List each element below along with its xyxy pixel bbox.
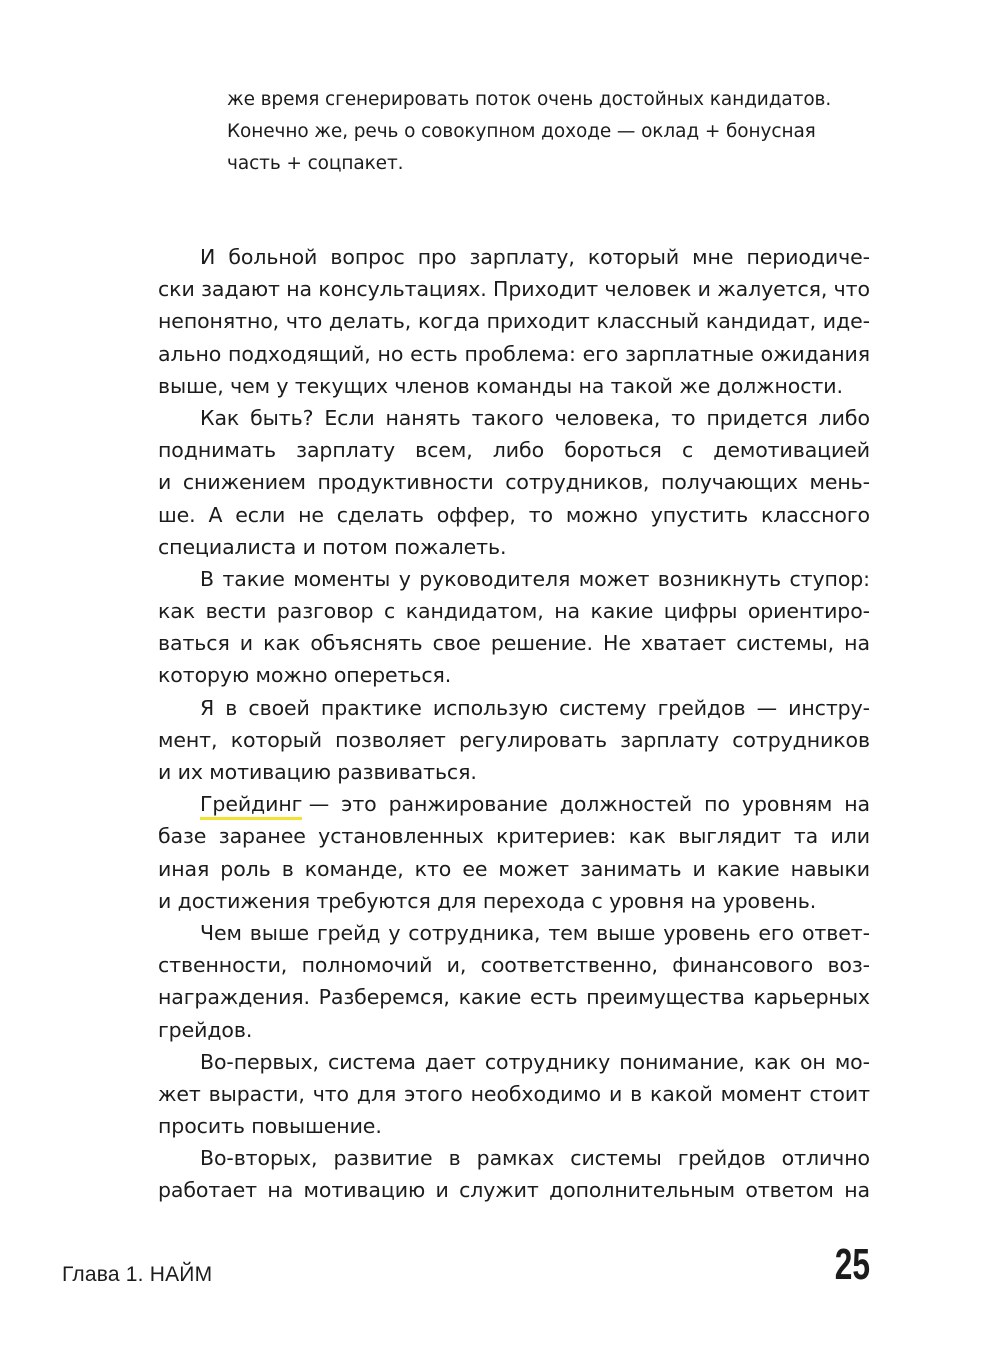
word: ступор: (789, 566, 870, 591)
word: Во-первых, (200, 1049, 319, 1074)
word: жалуется, (717, 277, 828, 302)
word: регулировать (458, 727, 607, 752)
word: тем (548, 920, 589, 945)
word: есть (410, 341, 458, 366)
text-line (158, 402, 870, 434)
word: мент, (158, 727, 218, 752)
chapter-title: Глава 1. НАЙМ (62, 1263, 213, 1286)
paragraph-secondly (158, 1142, 870, 1206)
word: какие (458, 985, 522, 1010)
word: позволяет (335, 727, 446, 752)
word: что (833, 277, 870, 302)
word: в (448, 1146, 461, 1171)
word: ожидания (760, 341, 870, 366)
word: в (281, 856, 294, 881)
word: консультациях. (318, 277, 487, 302)
text-line (158, 338, 870, 370)
word: полномочий (301, 953, 433, 978)
definition-rest (309, 788, 870, 820)
word: для (356, 1081, 397, 1106)
text-line (158, 1174, 870, 1206)
text-line (158, 820, 870, 852)
word: — (756, 695, 777, 720)
word: воз- (827, 953, 870, 978)
word: какой (650, 1081, 713, 1106)
word: выше (596, 920, 656, 945)
word: вырасти, (208, 1081, 305, 1106)
word: какие (590, 599, 654, 624)
word: его (758, 920, 795, 945)
word: кандидатом, (405, 599, 544, 624)
word: ски (158, 277, 195, 302)
text-line: и достижения требуются для перехода с уровня на уровень. (158, 888, 817, 913)
word: то (528, 502, 554, 527)
word: сотрудника, (408, 920, 541, 945)
word: соответственно, (480, 953, 658, 978)
word: объяснять (310, 631, 423, 656)
word: как (753, 1049, 791, 1074)
paragraph-grade-system (158, 692, 870, 789)
word: награждения. (158, 985, 310, 1010)
word: ше. (158, 502, 196, 527)
word: использую (432, 695, 548, 720)
word: разговор (276, 599, 374, 624)
word: и, (446, 953, 467, 978)
word: ориентиро- (747, 599, 870, 624)
paragraph-salary-question (158, 241, 870, 402)
text-line (158, 917, 870, 949)
word: который (230, 727, 322, 752)
word: упустить (650, 502, 749, 527)
word: моменты (293, 566, 391, 591)
word: с (681, 438, 694, 463)
word: но (377, 341, 404, 366)
quote-line: же время сгенерировать поток очень достойных кандидатов. (227, 89, 832, 110)
word: кто (414, 856, 452, 881)
word: необходимо (470, 1081, 602, 1106)
word: в (225, 695, 238, 720)
word: классный (596, 309, 700, 334)
word: занимать (580, 856, 682, 881)
word: Чем (200, 920, 242, 945)
text-line: грейдов. (158, 1017, 253, 1042)
text-line (158, 1078, 870, 1110)
word: как (158, 599, 196, 624)
text-line (158, 692, 870, 724)
word: и (692, 856, 706, 881)
word: задают (201, 277, 280, 302)
word: инстру- (788, 695, 870, 720)
word: этого (404, 1081, 463, 1106)
word: это (341, 792, 377, 817)
text-line (158, 853, 870, 885)
word: стоит (809, 1081, 870, 1106)
word: что (312, 1081, 349, 1106)
word: практике (320, 695, 422, 720)
quote-line: Конечно же, речь о совокупном доходе — оклад + бонусная (227, 121, 816, 142)
word: карьерных (753, 985, 870, 1010)
word: установленных (318, 824, 484, 849)
word: больной (228, 245, 318, 269)
word: система (328, 1049, 416, 1074)
word: либо (492, 438, 545, 463)
word: Разберемся, (318, 985, 450, 1010)
word: на (844, 792, 870, 817)
word: не (298, 502, 324, 527)
text-line (158, 981, 870, 1013)
text-line: просить повышение. (158, 1114, 382, 1139)
word: и (435, 1178, 449, 1203)
text-line: и их мотивацию развиваться. (158, 760, 477, 784)
word: продуктивности (317, 470, 494, 495)
word: человека, (554, 405, 661, 430)
word: роль (220, 856, 271, 881)
word: преимущества (586, 985, 745, 1010)
word: понимание, (619, 1049, 745, 1074)
word: и (697, 277, 711, 302)
word: поднимать (158, 438, 276, 463)
word: сделать (336, 502, 424, 527)
word: Если (324, 405, 375, 430)
word: ответ- (801, 920, 870, 945)
paragraph-firstly (158, 1046, 870, 1143)
word: грейд (316, 920, 381, 945)
word: рамках (476, 1146, 555, 1171)
word: на (844, 631, 870, 656)
word: должностей (559, 792, 693, 817)
word: иная (158, 856, 210, 881)
word: подходящий, (228, 341, 371, 366)
word: какие (716, 856, 780, 881)
word: на (286, 277, 313, 302)
word: Я (200, 695, 215, 720)
word: сотруднику (484, 1049, 611, 1074)
word: своей (248, 695, 310, 720)
word: грейдов (677, 1146, 766, 1171)
word: периодиче- (746, 245, 870, 269)
word: навыки (790, 856, 870, 881)
word: мень- (809, 470, 870, 495)
word: на (267, 1178, 294, 1203)
word: то (671, 405, 696, 430)
word: базе (158, 824, 207, 849)
word: команде, (304, 856, 404, 881)
text-line (158, 434, 870, 466)
word: человек (604, 277, 692, 302)
paragraph-grading-definition (158, 788, 870, 917)
body-text (158, 241, 870, 1207)
text-line (158, 788, 870, 820)
word: ответом (745, 1178, 834, 1203)
word: с (384, 599, 396, 624)
word: иде- (822, 309, 870, 334)
word: снижением (182, 470, 306, 495)
word: ально (158, 341, 222, 366)
word: такого (471, 405, 544, 430)
word: что (285, 309, 323, 334)
word: непонятно, (158, 309, 280, 334)
word: финансового (672, 953, 814, 978)
word: зарплату (620, 727, 719, 752)
word: когда (417, 309, 480, 334)
word: всем, (415, 438, 473, 463)
word: и (239, 631, 254, 656)
word: работает (158, 1178, 258, 1203)
word: выше (249, 920, 310, 945)
paragraph-higher-grade (158, 917, 870, 1046)
text-line (158, 241, 870, 273)
word: проблема: (464, 341, 576, 366)
text-line (158, 563, 870, 595)
word: сотрудников, (505, 470, 650, 495)
word: решение. (490, 631, 593, 656)
word: уровень (663, 920, 751, 945)
word: демотивацией (713, 438, 870, 463)
word: мне (692, 245, 734, 269)
word: такие (222, 566, 285, 591)
text-line (158, 627, 870, 659)
paragraph-stupor (158, 563, 870, 692)
word: развитие (333, 1146, 433, 1171)
word: придется (706, 405, 808, 430)
quote-line: часть + соцпакет. (227, 153, 404, 174)
word: вопрос (330, 245, 405, 269)
text-line (158, 273, 870, 305)
word: системы, (736, 631, 835, 656)
word: В (200, 566, 214, 591)
word: Во-вторых, (200, 1146, 318, 1171)
word: дополнительным (549, 1178, 735, 1203)
word: мотивацию (303, 1178, 426, 1203)
word: может (578, 566, 650, 591)
text-line (158, 949, 870, 981)
paragraph-how-to-be (158, 402, 870, 563)
text-line: выше, чем у текущих членов команды на такой же должности. (158, 373, 843, 398)
word: нанять (385, 405, 461, 430)
text-line (158, 499, 870, 531)
word: можно (565, 502, 638, 527)
word: зарплату (296, 438, 395, 463)
word: про (417, 245, 457, 269)
word: сотрудников (732, 727, 870, 752)
text-line: которую можно опереться. (158, 663, 452, 688)
text-line (158, 466, 870, 498)
word: ее (462, 856, 488, 881)
word: цифры (663, 599, 738, 624)
word: бороться (564, 438, 662, 463)
word: хватает (640, 631, 727, 656)
word: уровням (741, 792, 833, 817)
word: свое (432, 631, 481, 656)
highlighted-term: Грейдинг (200, 788, 302, 820)
word: ранжирование (388, 792, 548, 817)
word: заранее (218, 824, 306, 849)
page-number: 25 (834, 1240, 870, 1289)
word: на (554, 599, 580, 624)
word: грейдов (657, 695, 746, 720)
word: выглядит (678, 824, 782, 849)
word: приходит (486, 309, 590, 334)
text-line (158, 595, 870, 627)
word: если (235, 502, 286, 527)
word: оффер, (436, 502, 516, 527)
word: он (799, 1049, 826, 1074)
word: есть (530, 985, 578, 1010)
word: который (587, 245, 680, 269)
word: возникнуть (657, 566, 781, 591)
word: Не (603, 631, 631, 656)
word: Приходит (493, 277, 599, 302)
word: его (582, 341, 619, 366)
word: мо- (834, 1049, 870, 1074)
word: вести (205, 599, 267, 624)
word: дает (424, 1049, 476, 1074)
word: у (388, 920, 401, 945)
word: у (398, 566, 411, 591)
word: системы (570, 1146, 662, 1171)
word: либо (818, 405, 870, 430)
word: систему (559, 695, 647, 720)
word: зарплату, (469, 245, 575, 269)
word: руководителя (419, 566, 571, 591)
word: как (628, 824, 666, 849)
text-line (158, 1142, 870, 1174)
word: получающих (660, 470, 798, 495)
text-line (158, 305, 870, 337)
word: служит (459, 1178, 539, 1203)
word: или (830, 824, 870, 849)
word: И (200, 245, 216, 269)
word: зарплатные (625, 341, 754, 366)
text-line (158, 1046, 870, 1078)
text-line: специалиста и потом пожалеть. (158, 534, 507, 559)
word: та (793, 824, 819, 849)
word: на (844, 1178, 870, 1203)
word: может (498, 856, 569, 881)
word: ственности, (158, 953, 288, 978)
word: классного (761, 502, 870, 527)
word: и (158, 470, 172, 495)
word: А (208, 502, 223, 527)
quote-block (227, 84, 867, 180)
word: момент (720, 1081, 802, 1106)
word: быть? (250, 405, 314, 430)
word: — (308, 792, 330, 817)
word: критериев: (496, 824, 617, 849)
word: делать, (328, 309, 412, 334)
word: жет (158, 1081, 201, 1106)
word: ваться (158, 631, 230, 656)
word: как (263, 631, 301, 656)
word: и (608, 1081, 623, 1106)
word: по (704, 792, 730, 817)
word: кандидат, (705, 309, 817, 334)
word: в (630, 1081, 643, 1106)
word: Как (200, 405, 240, 430)
text-line (158, 724, 870, 756)
word: отлично (781, 1146, 870, 1171)
